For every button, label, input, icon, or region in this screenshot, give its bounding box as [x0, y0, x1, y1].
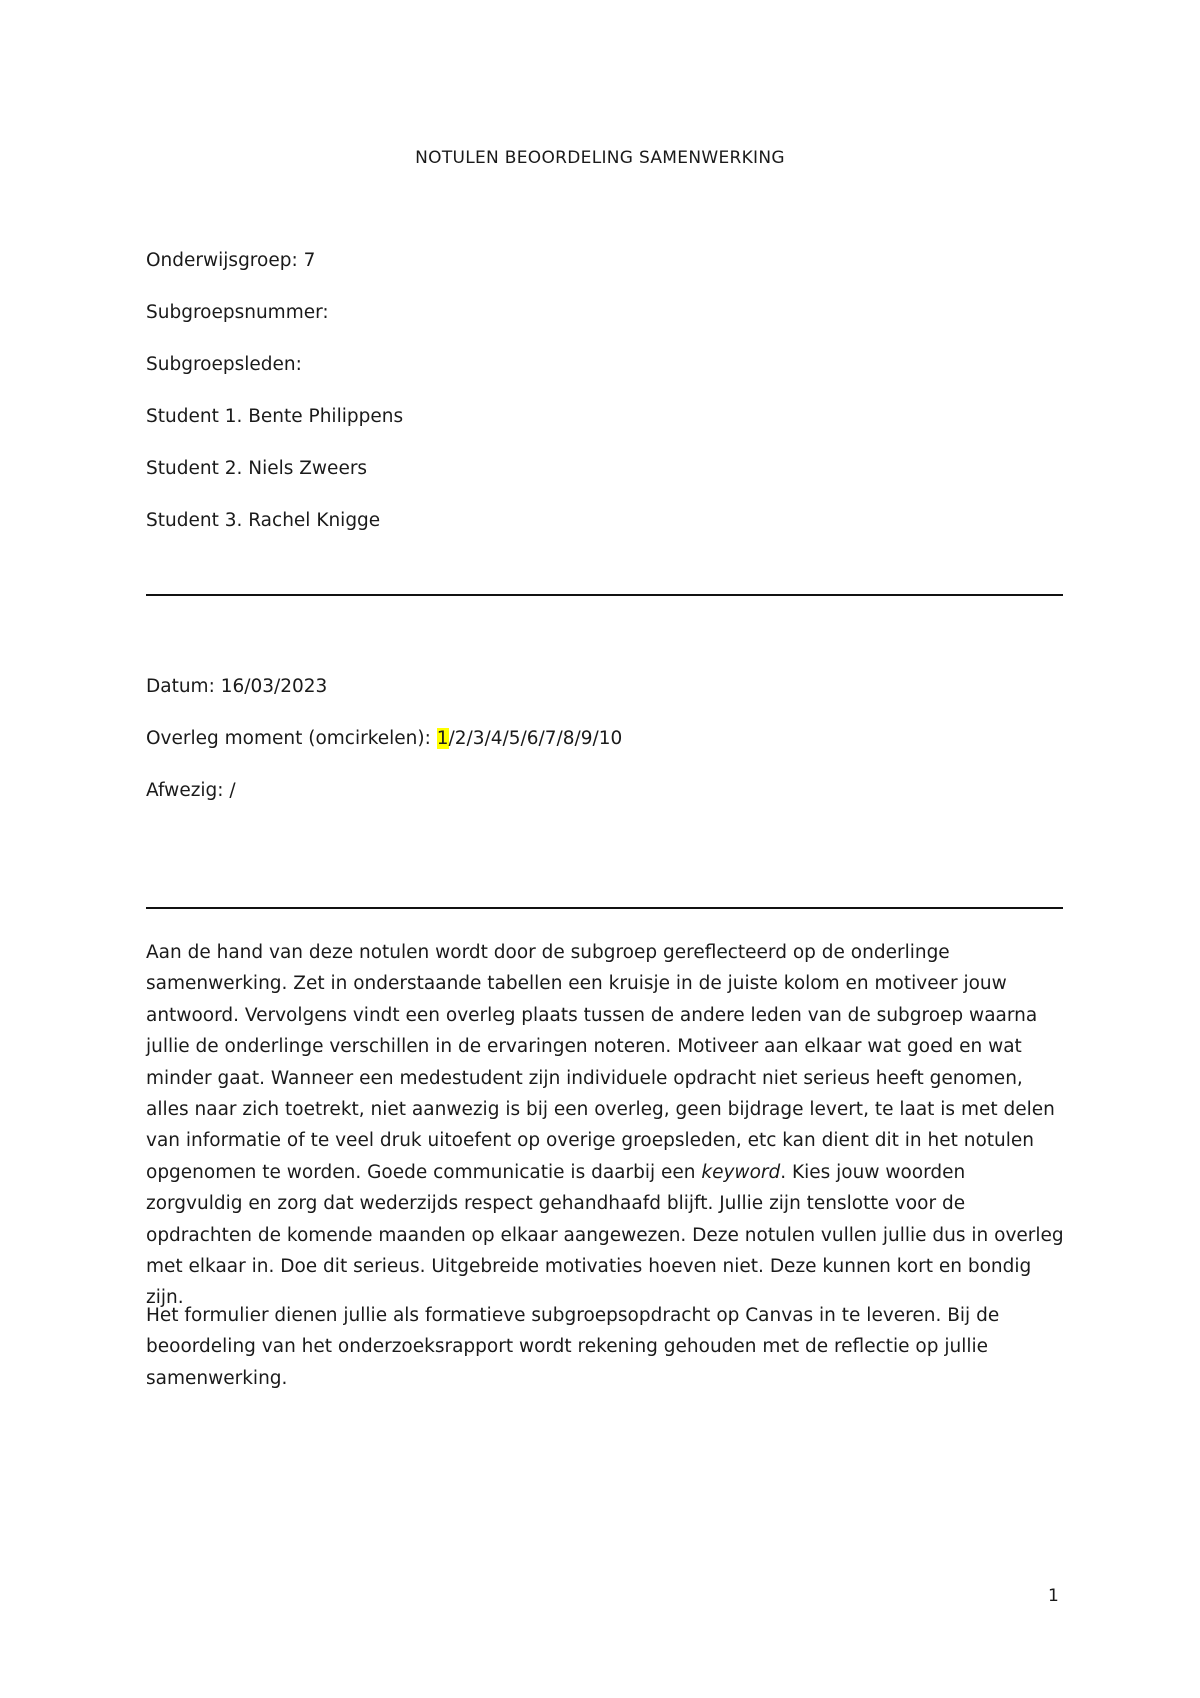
overleg-moment-label: Overleg moment (omcirkelen):	[146, 728, 437, 749]
document-title: NOTULEN BEOORDELING SAMENWERKING	[415, 148, 785, 168]
onderwijsgroep-field: Onderwijsgroep: 7	[146, 250, 316, 271]
horizontal-rule-1	[146, 594, 1063, 596]
instructions-paragraph	[146, 937, 1066, 1314]
instructions-keyword: keyword	[701, 1161, 781, 1183]
overleg-moment-options: /2/3/4/5/6/7/8/9/10	[448, 728, 623, 749]
instructions-text-part1: Aan de hand van deze notulen wordt door de subgroep gereflecteerd op de onderlinge samenwerking. Zet in onderstaande tabellen een kruisje in de juiste kolom en motiveer jouw antwoord. Vervolgens vindt een overleg plaats tussen de andere leden van de subgroep waarna jullie de onderlinge verschillen in de ervaringen noteren. Motiveer aan elkaar wat goed en wat minder gaat. Wanneer een medestudent zijn individuele opdracht niet serieus heeft genomen, alles naar zich toetrekt, niet aanwezig is bij een overleg, geen bijdrage levert, te laat is met delen van informatie of te veel druk uitoefent op overige groepsleden, etc kan dient dit in het notulen opgenomen te worden. Goede communicatie is daarbij een	[146, 942, 1055, 1183]
datum-field: Datum: 16/03/2023	[146, 676, 328, 697]
overleg-moment-field	[146, 728, 622, 749]
student-2-field: Student 2. Niels Zweers	[146, 458, 368, 479]
submission-paragraph: Het formulier dienen jullie als formatieve subgroepsopdracht op Canvas in te leveren. Bij de beoordeling van het onderzoeksrapport wordt rekening gehouden met de reflectie op jullie samenwerking.	[146, 1305, 1000, 1389]
subgroepsleden-field: Subgroepsleden:	[146, 354, 302, 375]
instructions-text-part2: . Kies jouw woorden zorgvuldig en zorg dat wederzijds respect gehandhaafd blijft. Jullie zijn tenslotte voor de opdrachten de komende maanden op elkaar aangewezen. Deze notulen vullen jullie dus in overleg met elkaar in. Doe dit serieus. Uitgebreide motivaties hoeven niet. Deze kunnen kort en bondig zijn.	[146, 1161, 1064, 1309]
afwezig-field: Afwezig: /	[146, 780, 236, 801]
student-1-field: Student 1. Bente Philippens	[146, 406, 404, 427]
overleg-moment-selected: 1	[436, 728, 449, 749]
student-3-field: Student 3. Rachel Knigge	[146, 510, 381, 531]
horizontal-rule-2	[146, 907, 1063, 909]
subgroepsnummer-field: Subgroepsnummer:	[146, 302, 329, 323]
page-number: 1	[1048, 1586, 1059, 1606]
